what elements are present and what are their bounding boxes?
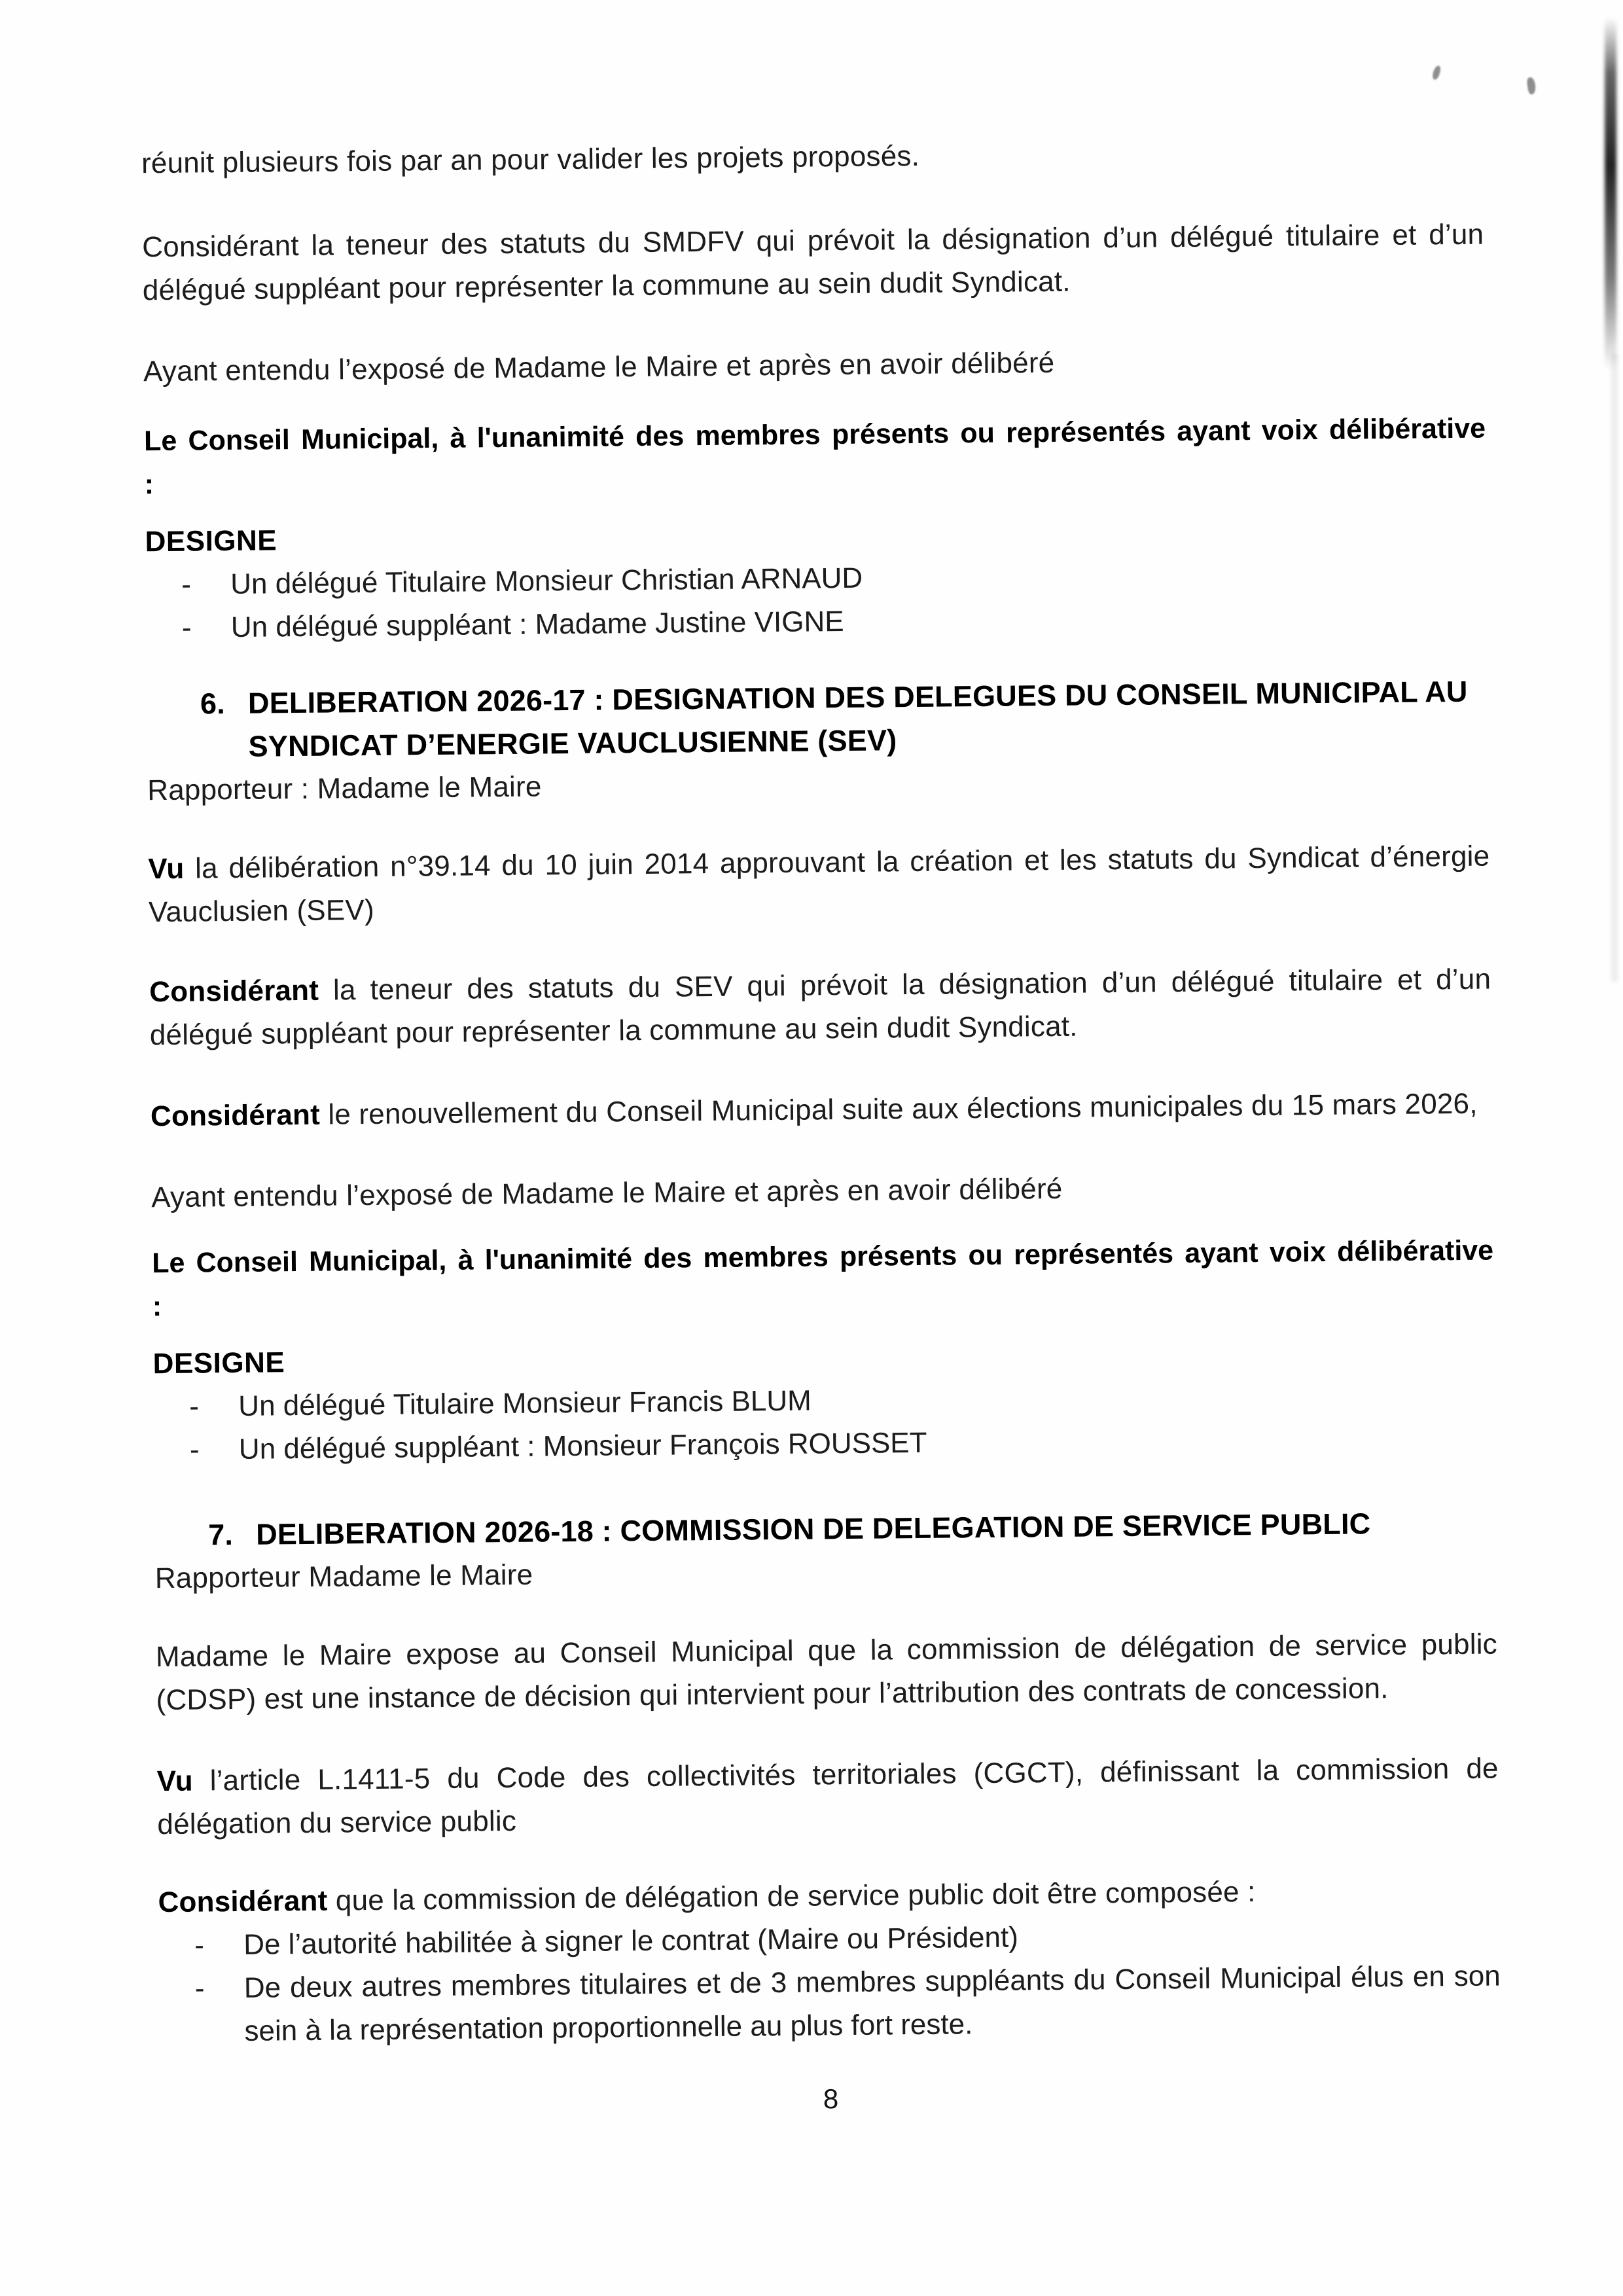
considerant-rest: que la commission de délégation de service public doit être composée : xyxy=(327,1876,1256,1917)
vu-lead: Vu xyxy=(148,852,185,886)
heading-text: DELIBERATION 2026-17 : DESIGNATION DES DELEGUES DU CONSEIL MUNICIPAL AU SYNDICAT D’ENERGIE VAUCLUSIENNE (SEV) xyxy=(247,674,1468,763)
paragraph-cdsp-expose: Madame le Maire expose au Conseil Municipal que la commission de délégation de service public (CDSP) est une instance de décision qui intervient pour l’attribution des contrats de concession. xyxy=(155,1628,1498,1717)
dash-marker: - xyxy=(181,568,192,601)
paragraph-ayant-entendu-1: Ayant entendu l’exposé de Madame le Maire et après en avoir délibéré xyxy=(143,346,1055,388)
list-item xyxy=(159,1954,1501,2054)
heading-number: 7. xyxy=(207,1518,234,1552)
heading-number: 6. xyxy=(200,687,226,721)
paragraph-vu-cdsp xyxy=(156,1747,1499,1846)
considerant-lead: Considérant xyxy=(149,974,319,1009)
paragraph-conseil-municipal-2: Le Conseil Municipal, à l'unanimité des membres présents ou représentés ayant voix délibérative : xyxy=(151,1234,1494,1323)
considerant-lead: Considérant xyxy=(150,1098,321,1133)
rapporteur-line-sev: Rapporteur : Madame le Maire xyxy=(147,770,542,807)
vu-rest: l’article L.1411-5 du Code des collectivités territoriales (CGCT), définissant la commission de délégation du service public xyxy=(157,1752,1499,1841)
list-item-text: De l’autorité habilitée à signer le contrat (Maire ou Président) xyxy=(243,1921,1019,1961)
delegates-list-smdfv xyxy=(145,551,1488,651)
list-item-text: Un délégué suppléant : Monsieur François ROUSSET xyxy=(238,1426,927,1465)
paragraph-considerant-sev xyxy=(149,958,1491,1058)
dash-marker: - xyxy=(189,1390,200,1423)
list-item-text: Un délégué Titulaire Monsieur Francis BLUM xyxy=(238,1384,812,1422)
list-item-text: Un délégué Titulaire Monsieur Christian ARNAUD xyxy=(230,562,863,600)
dash-marker: - xyxy=(194,1929,205,1962)
paragraph-considerant-renouvellement xyxy=(151,1083,1493,1139)
heading-deliberation-2026-17 xyxy=(147,670,1489,770)
list-item-text: De deux autres membres titulaires et de 3 membres suppléants du Conseil Municipal élus en son sein à la représentation proportionnelle au plus fort reste. xyxy=(243,1960,1501,2047)
paragraph-considerant-smdfv: Considérant la teneur des statuts du SMDFV qui prévoit la désignation d’un délégué titulaire et d’un délégué suppléant pour représenter la commune au sein dudit Syndicat. xyxy=(142,218,1484,307)
considerant-lead: Considérant xyxy=(158,1884,328,1919)
scan-edge-streak-faint xyxy=(1611,353,1618,982)
designe-heading-2: DESIGNE xyxy=(152,1346,285,1380)
heading-text: DELIBERATION 2026-18 : COMMISSION DE DELEGATION DE SERVICE PUBLIC xyxy=(255,1507,1371,1551)
page-number: 8 xyxy=(823,2083,839,2115)
cdsp-composition-list xyxy=(158,1911,1501,2054)
dash-marker: - xyxy=(181,611,192,644)
delegates-list-sev xyxy=(153,1373,1495,1473)
vu-rest: la délibération n°39.14 du 10 juin 2014 approuvant la création et les statuts du Syndicat d’énergie Vauclusien (SEV) xyxy=(148,840,1490,929)
rapporteur-line-cdsp: Rapporteur Madame le Maire xyxy=(154,1558,533,1595)
vu-lead: Vu xyxy=(156,1765,194,1798)
list-item-text: Un délégué suppléant : Madame Justine VIGNE xyxy=(230,605,844,643)
scan-edge-streak-dark xyxy=(1605,17,1616,370)
paragraph-ayant-entendu-2: Ayant entendu l’exposé de Madame le Maire et après en avoir délibéré xyxy=(151,1172,1063,1214)
paragraph-vu-sev xyxy=(148,835,1490,935)
designe-heading-1: DESIGNE xyxy=(145,524,277,558)
dash-marker: - xyxy=(189,1433,200,1466)
dash-marker: - xyxy=(194,1972,205,2005)
considerant-rest: la teneur des statuts du SEV qui prévoit la désignation d’un délégué titulaire et d’un délégué suppléant pour représenter la commune au sein dudit Syndicat. xyxy=(149,963,1491,1052)
paragraph-reunit: réunit plusieurs fois par an pour valider les projets proposés. xyxy=(141,139,920,180)
considerant-rest: le renouvellement du Conseil Municipal suite aux élections municipales du 15 mars 2026, xyxy=(319,1087,1478,1131)
paragraph-conseil-municipal-1: Le Conseil Municipal, à l'unanimité des membres présents ou représentés ayant voix délibérative : xyxy=(143,412,1486,501)
